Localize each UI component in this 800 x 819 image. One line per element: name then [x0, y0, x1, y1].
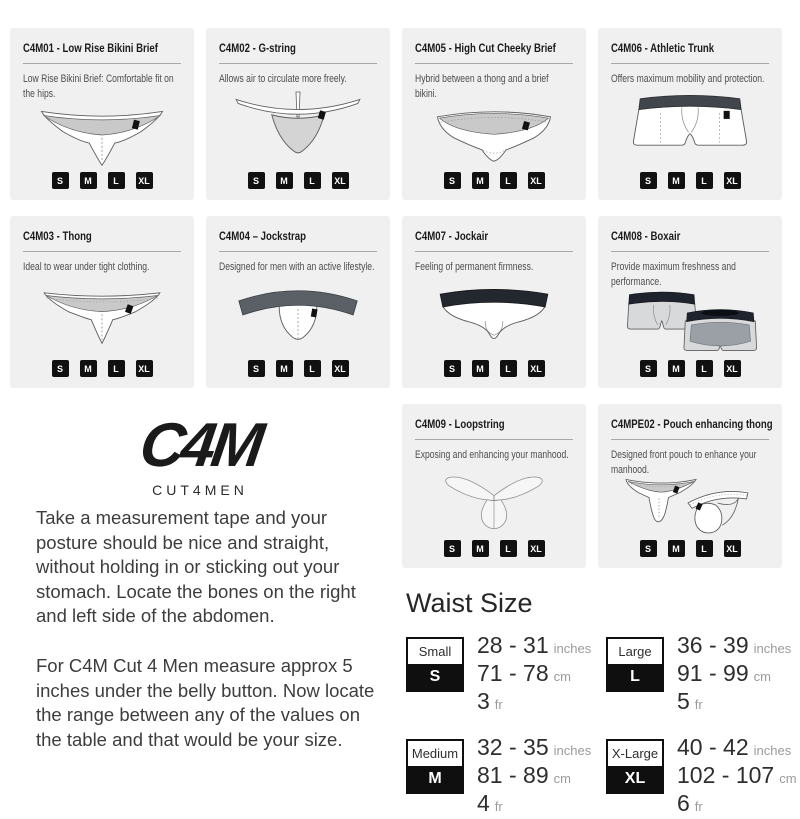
size-badge-s: S — [52, 172, 69, 189]
divider — [415, 439, 573, 440]
product-description: Provide maximum freshness and performance. — [611, 261, 736, 288]
size-badges — [415, 172, 573, 189]
inches-unit: inches — [753, 641, 792, 656]
fr-unit: fr — [694, 799, 703, 814]
divider — [611, 439, 769, 440]
product-card-c4m08 — [598, 216, 782, 388]
product-card-c4m06 — [598, 28, 782, 200]
cm-range: 102 - 107 — [677, 762, 775, 788]
size-badge-xl: XL — [724, 540, 741, 557]
g-string-illustration — [219, 87, 377, 168]
size-letter: M — [408, 766, 462, 792]
product-description: Exposing and enhancing your manhood. — [415, 449, 569, 461]
product-description: Feeling of permanent firmness. — [415, 261, 534, 273]
size-name: Small — [418, 644, 452, 659]
waist-size-entry-small — [406, 632, 606, 717]
size-badge-s: S — [52, 360, 69, 377]
divider — [415, 251, 573, 252]
size-badge-xl: XL — [724, 360, 741, 377]
size-badges — [415, 540, 573, 557]
divider — [611, 251, 769, 252]
product-card-c4m07 — [402, 216, 586, 388]
athletic-trunk-illustration — [611, 87, 769, 168]
product-card-c4mpe02 — [598, 404, 782, 568]
size-badge-xl: XL — [136, 360, 153, 377]
instructions-paragraph-1: Take a measurement tape and your posture should be nice and straight, without holding in or sticking out your stomach. Locate the bones on the right and left side of the abdomen. — [36, 507, 356, 627]
c4m-logo-mark: C4M — [135, 411, 265, 480]
size-badges — [23, 360, 181, 377]
size-badge-l: L — [304, 172, 321, 189]
product-title: C4M04 – Jockstrap — [219, 229, 306, 243]
size-box — [406, 637, 464, 692]
loopstring-illustration — [415, 463, 573, 536]
size-badge-m: M — [472, 172, 489, 189]
product-card-c4m05 — [402, 28, 586, 200]
size-letter: XL — [608, 766, 662, 792]
product-title: C4M02 - G-string — [219, 41, 296, 55]
divider — [415, 63, 573, 64]
product-card-c4m01 — [10, 28, 194, 200]
product-description: Hybrid between a thong and a brief bikini. — [415, 73, 549, 100]
size-badge-m: M — [80, 360, 97, 377]
size-badges — [611, 360, 769, 377]
size-values — [477, 633, 591, 717]
size-badges — [611, 172, 769, 189]
inches-unit: inches — [553, 743, 592, 758]
size-badge-xl: XL — [332, 172, 349, 189]
fr-value: 3 — [477, 688, 490, 714]
size-badge-s: S — [248, 360, 265, 377]
size-badge-xl: XL — [136, 172, 153, 189]
size-badge-xl: XL — [528, 540, 545, 557]
product-description: Ideal to wear under tight clothing. — [23, 261, 150, 273]
divider — [611, 63, 769, 64]
waist-size-section — [406, 588, 796, 819]
size-badge-s: S — [248, 172, 265, 189]
brand-name: CUT4MEN — [152, 482, 248, 498]
size-badges — [219, 360, 377, 377]
size-box — [406, 739, 464, 794]
size-name: Medium — [411, 746, 459, 761]
size-name: X-Large — [611, 746, 659, 761]
size-box — [606, 637, 664, 692]
cm-unit: cm — [779, 771, 797, 786]
waist-size-title: Waist Size — [406, 588, 533, 618]
cm-range: 71 - 78 — [477, 660, 549, 686]
inches-range: 36 - 39 — [677, 632, 749, 658]
fr-unit: fr — [694, 697, 703, 712]
size-badge-l: L — [500, 360, 517, 377]
size-badge-xl: XL — [528, 360, 545, 377]
size-letter: L — [608, 664, 662, 690]
size-badge-s: S — [640, 540, 657, 557]
instructions-paragraph-2: For C4M Cut 4 Men measure approx 5 inches under the belly button. Now locate the range between any of the values on the table and that would be your size. — [36, 654, 375, 750]
divider — [23, 251, 181, 252]
product-title: C4M03 - Thong — [23, 229, 92, 243]
size-badge-l: L — [696, 172, 713, 189]
size-badge-m: M — [276, 360, 293, 377]
fr-unit: fr — [494, 799, 503, 814]
product-title: C4M07 - Jockair — [415, 229, 489, 243]
cm-range: 91 - 99 — [677, 660, 749, 686]
fr-unit: fr — [494, 697, 503, 712]
size-badges — [23, 172, 181, 189]
size-badge-m: M — [276, 172, 293, 189]
product-title: C4M01 - Low Rise Bikini Brief — [23, 41, 158, 55]
size-letter: S — [408, 664, 462, 690]
jockstrap-illustration — [219, 275, 377, 356]
product-description: Offers maximum mobility and protection. — [611, 73, 765, 85]
cm-unit: cm — [553, 771, 571, 786]
size-badge-s: S — [640, 360, 657, 377]
jockair-illustration — [415, 275, 573, 356]
thong-illustration — [23, 275, 181, 356]
size-badge-s: S — [444, 540, 461, 557]
size-badges — [611, 540, 769, 557]
inches-range: 32 - 35 — [477, 734, 549, 760]
size-name: Large — [618, 644, 652, 659]
boxair-illustration — [611, 289, 769, 356]
size-values — [477, 735, 591, 819]
high-cut-cheeky-brief-illustration — [415, 101, 573, 168]
size-badge-m: M — [472, 540, 489, 557]
product-card-c4m09 — [402, 404, 586, 568]
product-title: C4M09 - Loopstring — [415, 417, 505, 431]
product-description: Designed front pouch to enhance your manhood. — [611, 449, 757, 476]
size-badges — [219, 172, 377, 189]
size-badge-s: S — [640, 172, 657, 189]
size-badge-l: L — [108, 360, 125, 377]
fr-value: 6 — [677, 790, 690, 816]
product-card-c4m03 — [10, 216, 194, 388]
size-badge-l: L — [304, 360, 321, 377]
product-title: C4M05 - High Cut Cheeky Brief — [415, 41, 556, 55]
size-badge-l: L — [696, 540, 713, 557]
size-badge-m: M — [472, 360, 489, 377]
divider — [219, 251, 377, 252]
waist-size-entry-xlarge — [606, 734, 797, 819]
brand-logo — [40, 411, 360, 498]
size-badges — [415, 360, 573, 377]
inches-range: 28 - 31 — [477, 632, 549, 658]
fr-value: 5 — [677, 688, 690, 714]
size-values — [677, 633, 791, 717]
divider — [219, 63, 377, 64]
inches-unit: inches — [553, 641, 592, 656]
low-rise-bikini-brief-illustration — [23, 101, 181, 168]
size-badge-l: L — [108, 172, 125, 189]
waist-size-grid — [406, 632, 797, 819]
product-card-c4m02 — [206, 28, 390, 200]
measurement-instructions — [36, 506, 382, 777]
product-description: Allows air to circulate more freely. — [219, 73, 347, 85]
product-title: C4M08 - Boxair — [611, 229, 681, 243]
divider — [23, 63, 181, 64]
size-badge-s: S — [444, 172, 461, 189]
cm-unit: cm — [553, 669, 571, 684]
waist-size-entry-large — [606, 632, 796, 717]
size-values — [677, 735, 797, 819]
product-description: Low Rise Bikini Brief: Comfortable fit on the hips. — [23, 73, 174, 100]
pouch-enhancing-thong-illustration — [611, 477, 769, 536]
size-badge-l: L — [696, 360, 713, 377]
cm-unit: cm — [753, 669, 771, 684]
size-badge-xl: XL — [332, 360, 349, 377]
product-card-c4m04 — [206, 216, 390, 388]
product-description: Designed for men with an active lifestyle. — [219, 261, 375, 273]
inches-unit: inches — [753, 743, 792, 758]
inches-range: 40 - 42 — [677, 734, 749, 760]
size-box — [606, 739, 664, 794]
fr-value: 4 — [477, 790, 490, 816]
size-badge-xl: XL — [528, 172, 545, 189]
size-badge-m: M — [668, 540, 685, 557]
size-badge-xl: XL — [724, 172, 741, 189]
waist-size-entry-medium — [406, 734, 606, 819]
size-badge-l: L — [500, 172, 517, 189]
product-title: C4MPE02 - Pouch enhancing thong — [611, 417, 773, 431]
size-badge-s: S — [444, 360, 461, 377]
size-badge-m: M — [668, 360, 685, 377]
size-badge-m: M — [80, 172, 97, 189]
cm-range: 81 - 89 — [477, 762, 549, 788]
size-badge-m: M — [668, 172, 685, 189]
size-badge-l: L — [500, 540, 517, 557]
product-title: C4M06 - Athletic Trunk — [611, 41, 715, 55]
